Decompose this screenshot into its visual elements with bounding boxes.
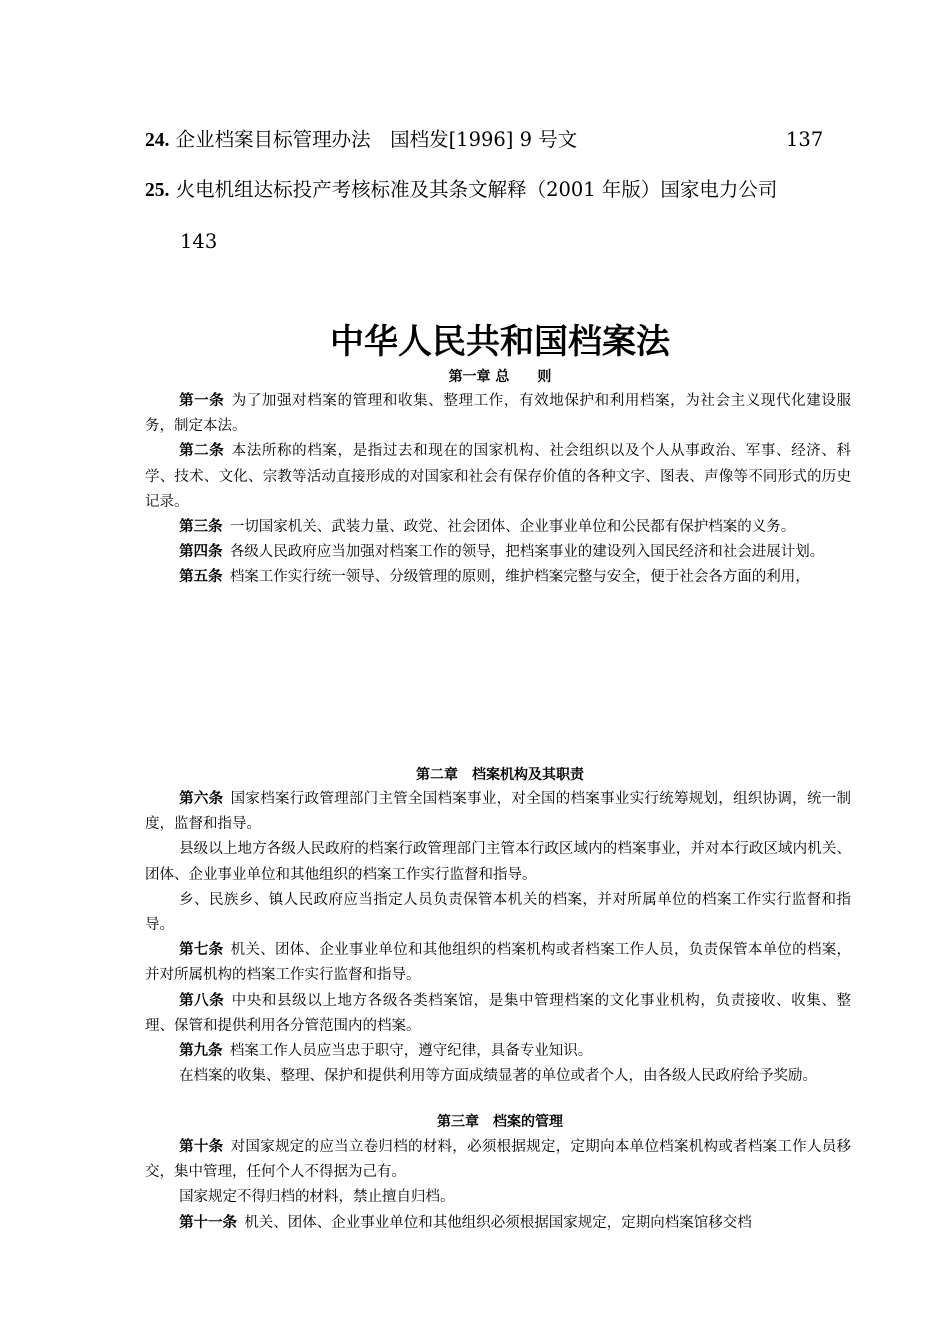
article (145, 389, 851, 439)
article (145, 1135, 851, 1185)
chapter-3-body (145, 1135, 851, 1236)
chapter-2-body (145, 787, 851, 1089)
document-title: 中华人民共和国档案法 (330, 322, 670, 362)
article-text: 机关、团体、企业事业单位和其他组织的档案机构或者档案工作人员，负责保管本单位的档案，并对所属机构的档案工作实行监督和指导。 (145, 942, 852, 984)
article-label: 第九条 (179, 1043, 223, 1060)
article (145, 837, 851, 887)
article-text: 中央和县级以上地方各级各类档案馆，是集中管理档案的文化事业机构，负责接收、收集、整理、保管和提供利用各分管范围内的档案。 (145, 992, 852, 1034)
article (145, 787, 851, 837)
article-text: 档案工作人员应当忠于职守，遵守纪律，具备专业知识。 (229, 1043, 593, 1060)
article-text: 档案工作实行统一领导、分级管理的原则，维护档案完整与安全，便于社会各方面的利用， (229, 569, 810, 586)
article (145, 938, 851, 988)
chapter-1-body (145, 389, 851, 591)
chapter-3-heading: 第三章 档案的管理 (437, 1114, 563, 1130)
article (145, 439, 851, 515)
article (145, 888, 851, 938)
article (145, 1064, 851, 1089)
article-label: 第十一条 (179, 1214, 238, 1231)
toc-entry-25 (145, 178, 850, 253)
article-text: 为了加强对档案的管理和收集、整理工作，有效地保护和利用档案，为社会主义现代化建设服务，制定本法。 (145, 393, 852, 435)
article (145, 1185, 851, 1210)
article-text: 各级人民政府应当加强对档案工作的领导，把档案事业的建设列入国民经济和社会进展计划。 (229, 544, 825, 561)
article (145, 565, 851, 590)
article (145, 515, 851, 540)
article (145, 989, 851, 1039)
article-label: 第四条 (179, 544, 223, 561)
toc-page: 143 (180, 230, 218, 253)
article-text: 县级以上地方各级人民政府的档案行政管理部门主管本行政区域内的档案事业，并对本行政区域内机关、团体、企业事业单位和其他组织的档案工作实行监督和指导。 (145, 841, 851, 883)
toc-number: 25. (145, 180, 170, 201)
article (145, 540, 851, 565)
chapter-1-heading: 第一章 总 则 (448, 369, 552, 385)
article-label: 第三条 (179, 519, 223, 536)
article (145, 1211, 851, 1236)
article-text: 乡、民族乡、镇人民政府应当指定人员负责保管本机关的档案，并对所属单位的档案工作实行监督和指导。 (145, 891, 851, 934)
article-label: 第八条 (179, 992, 225, 1009)
article-text: 国家规定不得归档的材料，禁止擅自归档。 (179, 1189, 455, 1206)
article-label: 第六条 (179, 791, 224, 807)
toc-entry-24 (145, 128, 850, 153)
article-text: 对国家规定的应当立卷归档的材料，必须根据规定，定期向本单位档案机构或者档案工作人员移交，集中管理，任何个人不得据为己有。 (145, 1139, 852, 1181)
article-text: 本法所称的档案，是指过去和现在的国家机构、社会组织以及个人从事政治、军事、经济、科学、技术、文化、宗教等活动直接形成的对国家和社会有保存价值的各种文字、图表、声像等不同形式的历史记录。 (145, 443, 852, 510)
article-label: 第二条 (179, 443, 225, 460)
article-label: 第七条 (179, 942, 224, 959)
article-text: 机关、团体、企业事业单位和其他组织必须根据国家规定，定期向档案馆移交档 (244, 1214, 752, 1231)
article-text: 在档案的收集、整理、保护和提供利用等方面成绩显著的单位或者个人，由各级人民政府给予奖励。 (179, 1068, 818, 1085)
article-text: 一切国家机关、武装力量、政党、社会团体、企业事业单位和公民都有保护档案的义务。 (229, 519, 796, 536)
toc-text: 火电机组达标投产考核标准及其条文解释（2001 年版）国家电力公司 (175, 178, 778, 201)
toc-text: 企业档案目标管理办法 国档发[1996] 9 号文 (175, 128, 578, 151)
article-label: 第一条 (179, 393, 225, 409)
toc-page: 137 (786, 128, 824, 151)
article-text: 国家档案行政管理部门主管全国档案事业，对全国的档案事业实行统筹规划，组织协调，统一制度，监督和指导。 (145, 791, 852, 833)
chapter-2-heading: 第二章 档案机构及其职责 (416, 767, 584, 783)
article-label: 第五条 (179, 569, 223, 586)
article (145, 1039, 851, 1064)
toc-number: 24. (145, 130, 170, 151)
article-label: 第十条 (179, 1139, 224, 1155)
